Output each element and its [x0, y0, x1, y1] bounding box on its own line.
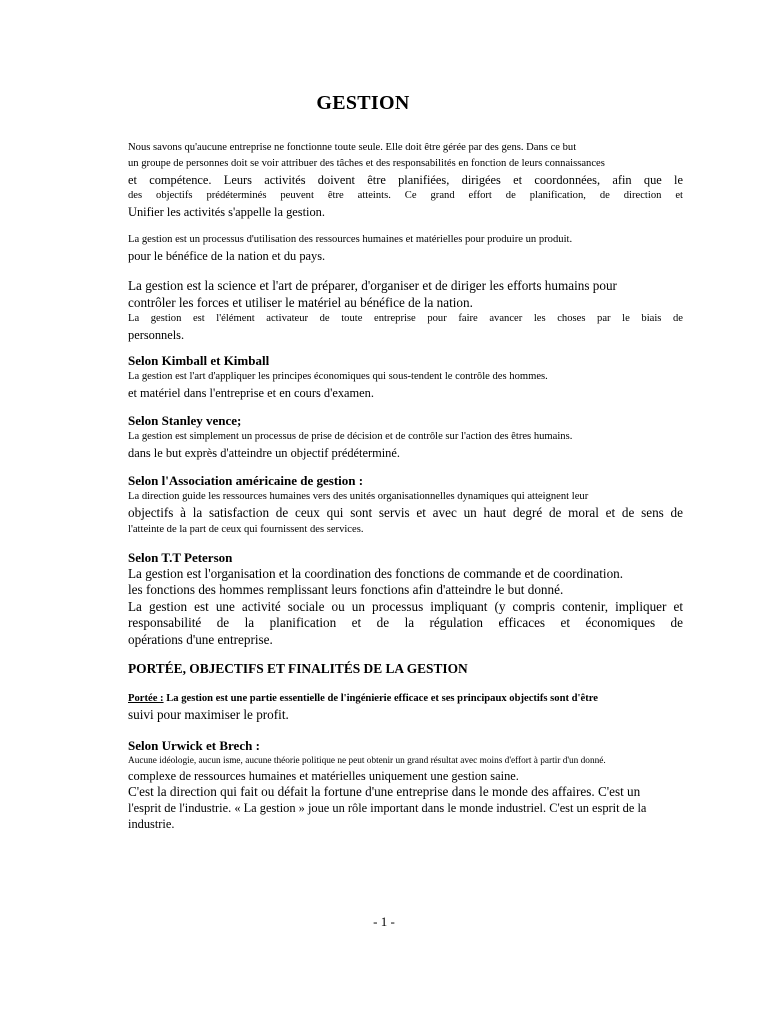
text-line: suivi pour maximiser le profit.: [128, 707, 289, 722]
text-line: La gestion est une activité sociale ou un processus impliquant (y compris contenir, impliquer et: [128, 598, 683, 614]
text-line: et compétence. Leurs activités doivent être planifiées, dirigées et coordonnées, afin que le: [128, 173, 683, 187]
text-line: [128, 691, 683, 707]
section-heading: Selon l'Association américaine de gestion :: [128, 473, 364, 488]
text-line: La gestion est simplement un processus de prise de décision et de contrôle sur l'action des êtres humains.: [128, 431, 573, 442]
definition-paragraph: [128, 232, 683, 264]
page-title: GESTION: [316, 92, 410, 114]
text-line: opérations d'une entreprise.: [128, 631, 273, 647]
portee-text: La gestion est une partie essentielle de l'ingénierie efficace et ses principaux objectifs sont d'être: [163, 693, 598, 704]
section-heading: Selon Urwick et Brech :: [128, 737, 260, 753]
text-line: l'atteinte de la part de ceux qui fournissent des services.: [128, 523, 364, 535]
section-heading: Selon T.T Peterson: [128, 549, 233, 565]
urwick-section: [128, 738, 683, 833]
text-line: La gestion est l'élément activateur de toute entreprise pour faire avancer les choses par le biais de: [128, 313, 683, 324]
page-number: - 1 -: [373, 914, 395, 929]
text-line: personnels.: [128, 328, 185, 342]
portee-paragraph: [128, 691, 683, 724]
text-line: et matériel dans l'entreprise et en cours d'examen.: [128, 386, 374, 400]
text-line: La gestion est l'art d'appliquer les principes économiques qui sous-tendent le contrôle des hommes.: [128, 371, 548, 382]
section-heading: Selon Stanley vence;: [128, 413, 242, 428]
science-paragraph: [128, 278, 683, 343]
intro-paragraph: [128, 140, 683, 220]
text-line: l'esprit de l'industrie. « La gestion » joue un rôle important dans le monde industriel. C'est un esprit de la: [128, 801, 647, 815]
text-line: C'est la direction qui fait ou défait la fortune d'une entreprise dans le monde des affaires. C'est un: [128, 783, 641, 799]
text-line: La direction guide les ressources humaines vers des unités organisationnelles dynamiques qui atteignent leur: [128, 491, 589, 502]
text-line: contrôler les forces et utiliser le matériel au bénéfice de la nation.: [128, 294, 473, 310]
stanley-section: [128, 413, 683, 461]
text-line: objectifs à la satisfaction de ceux qui sont servis et avec un haut degré de moral et de sens de: [128, 505, 683, 520]
main-section-title: PORTÉE, OBJECTIFS ET FINALITÉS DE LA GESTION: [128, 661, 468, 676]
text-line: pour le bénéfice de la nation et du pays.: [128, 249, 326, 263]
section-heading: Selon Kimball et Kimball: [128, 353, 270, 368]
text-line: Unifier les activités s'appelle la gestion.: [128, 205, 325, 219]
text-line: La gestion est l'organisation et la coordination des fonctions de commande et de coordination.: [128, 565, 624, 581]
text-line: dans le but exprès d'atteindre un objectif prédéterminé.: [128, 446, 400, 460]
text-line: les fonctions des hommes remplissant leurs fonctions afin d'atteindre le but donné.: [128, 582, 564, 597]
text-line: des objectifs prédéterminés peuvent être atteints. Ce grand effort de planification, de direction et: [128, 190, 683, 201]
text-line: responsabilité de la planification et de la régulation efficaces et économiques de: [128, 615, 683, 630]
text-line: un groupe de personnes doit se voir attribuer des tâches et des responsabilités en fonction de leurs connaissances: [128, 158, 605, 169]
peterson-section: [128, 550, 683, 649]
text-line: La gestion est la science et l'art de préparer, d'organiser et de diriger les efforts humains pour: [128, 278, 617, 293]
text-line: Nous savons qu'aucune entreprise ne fonctionne toute seule. Elle doit être gérée par des gens. Dans ce but: [128, 142, 577, 153]
association-section: [128, 473, 683, 538]
document-body: [128, 140, 683, 832]
text-line: Aucune idéologie, aucun isme, aucune théorie politique ne peut obtenir un grand résultat avec moins d'effort à partir d'un donné.: [128, 755, 606, 766]
portee-label: Portée :: [128, 693, 164, 704]
kimball-section: [128, 353, 683, 401]
text-line: La gestion est un processus d'utilisation des ressources humaines et matérielles pour produire un produit.: [128, 234, 573, 245]
text-line: industrie.: [128, 817, 175, 831]
text-line: complexe de ressources humaines et matérielles uniquement une gestion saine.: [128, 768, 519, 783]
